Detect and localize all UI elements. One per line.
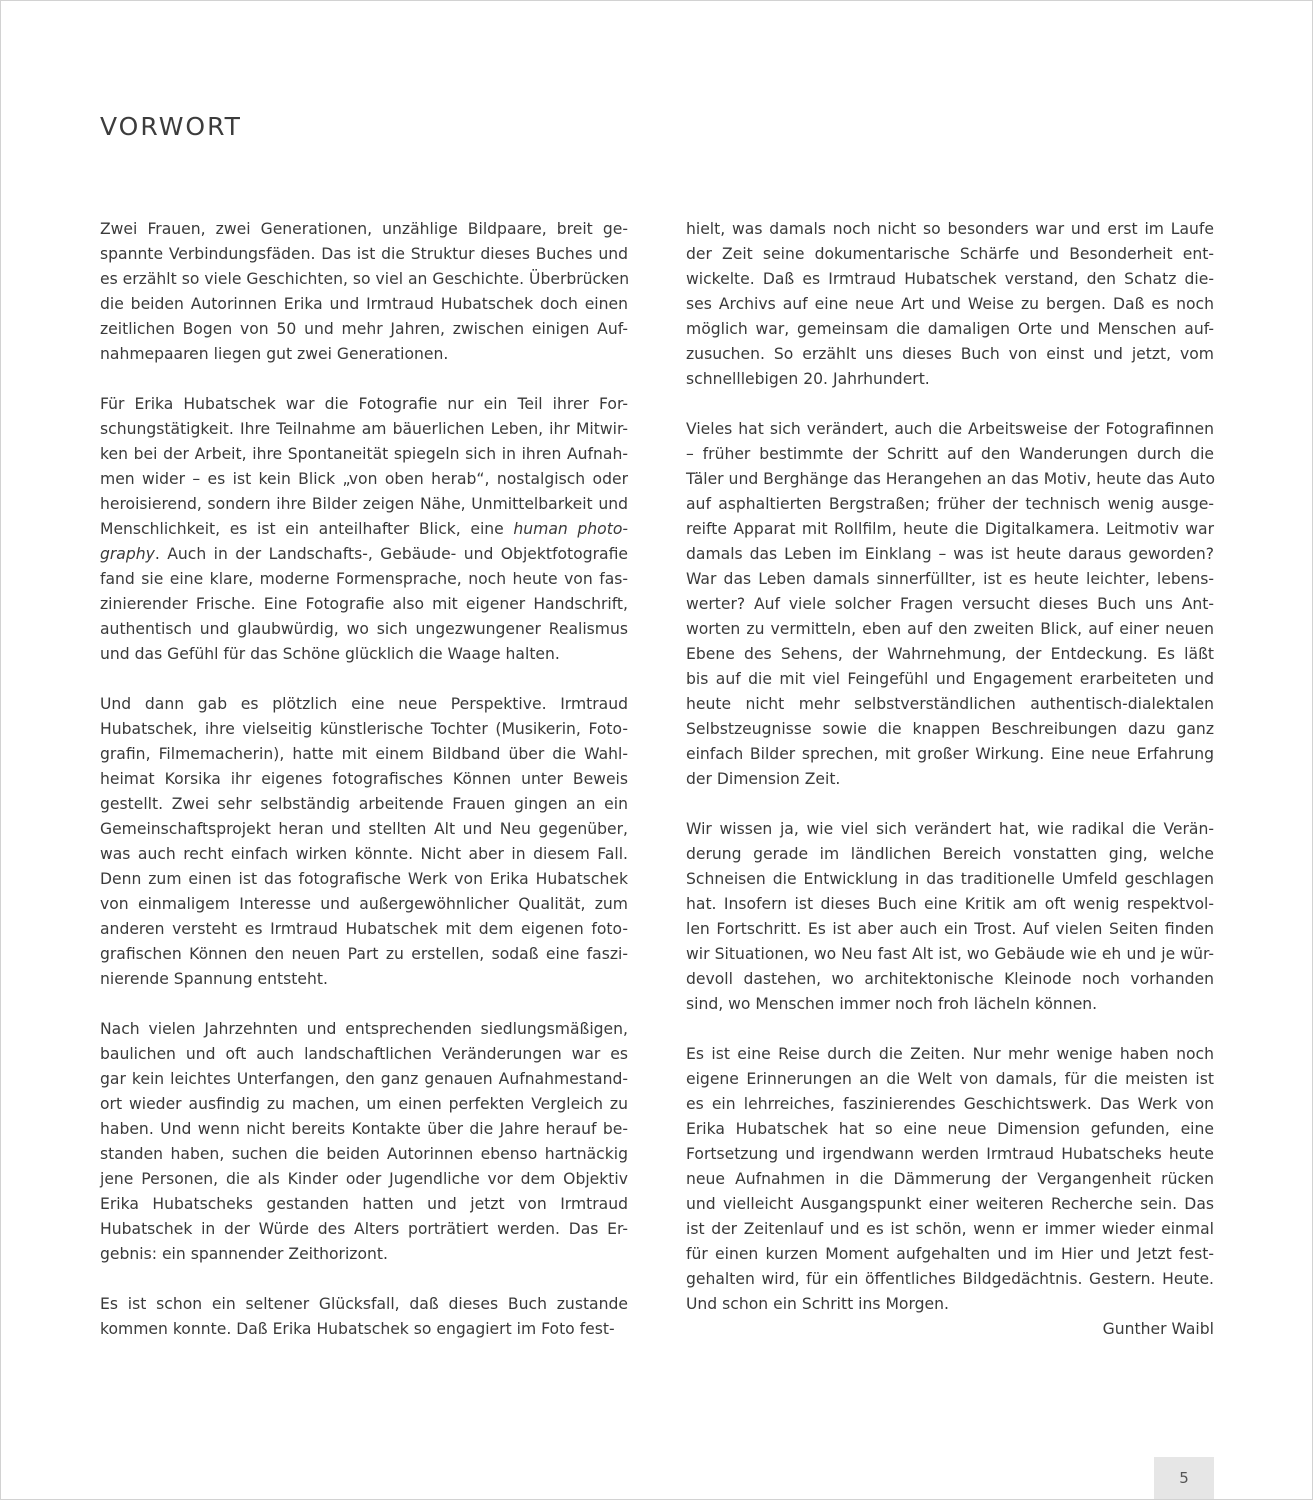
text-line: Und schon ein Schritt ins Morgen. [686, 1295, 949, 1313]
text-line: der Zeit seine dokumentarische Schärfe und Besonderheit ent- [686, 245, 1214, 263]
text-line: hat. Insofern ist dieses Buch eine Kritik am oft wenig respektvol- [686, 895, 1214, 913]
text-line: Täler und Berghänge das Herangehen an das Motiv, heute das Auto [686, 470, 1216, 488]
text-line: worten zu vermitteln, eben auf den zweiten Blick, auf einer neuen [686, 620, 1214, 638]
text-line: Gemeinschaftsprojekt heran und stellten Alt und Neu gegenüber, [100, 820, 628, 838]
text-line: eigene Erinnerungen an die Welt von damals, für die meisten ist [686, 1070, 1214, 1088]
text-line: gar kein leichtes Unterfangen, den ganz genauen Aufnahmestand- [100, 1070, 628, 1088]
page-title: VORWORT [100, 112, 242, 141]
text-line: ort wieder ausfindig zu machen, um einen perfekten Vergleich zu [100, 1095, 628, 1113]
paragraph [100, 1292, 628, 1342]
text-line: was auch recht einfach wirken könnte. Nicht aber in diesem Fall. [100, 845, 628, 863]
text-line: der Dimension Zeit. [686, 770, 841, 788]
text-line: zeitlichen Bogen von 50 und mehr Jahren, zwischen einigen Auf- [100, 320, 628, 338]
text-line: hielt, was damals noch nicht so besonders war und erst im Laufe [686, 220, 1214, 238]
text-line: schungstätigkeit. Ihre Teilnahme am bäuerlichen Leben, ihr Mitwir- [100, 420, 628, 438]
left-column [100, 217, 628, 1367]
text-line: damals das Leben im Einklang – was ist heute daraus geworden? [686, 545, 1214, 563]
text-line: heimat Korsika ihr eigenes fotografisches Können unter Beweis [100, 770, 628, 788]
text-line: Menschlichkeit, es ist ein anteilhafter Blick, eine human photo- [100, 520, 628, 538]
text-line: len Fortschritt. Es ist aber auch ein Trost. Auf vielen Seiten finden [686, 920, 1214, 938]
text-line: schnelllebigen 20. Jahrhundert. [686, 370, 930, 388]
paragraph [100, 1017, 628, 1267]
paragraph [686, 1042, 1214, 1317]
text-line: wickelte. Daß es Irmtraud Hubatschek verstand, den Schatz die- [686, 270, 1214, 288]
text-line: Wir wissen ja, wie viel sich verändert hat, wie radikal die Verän- [686, 820, 1214, 838]
text-line: möglich war, gemeinsam die damaligen Orte und Menschen auf- [686, 320, 1214, 338]
text-line: wir Situationen, wo Neu fast Alt ist, wo Gebäude wie eh und je wür- [686, 945, 1214, 963]
paragraph [100, 392, 628, 667]
text-line: reifte Apparat mit Rollfilm, heute die Digitalkamera. Leitmotiv war [686, 520, 1214, 538]
text-line: von einmaligem Interesse und außergewöhnlicher Qualität, zum [100, 895, 628, 913]
text-line: und vielleicht Ausgangspunkt einer weiteren Recherche sein. Das [686, 1195, 1214, 1213]
text-line: Erika Hubatscheks gestanden hatten und jetzt von Irmtraud [100, 1195, 628, 1213]
text-line: gehalten wird, für ein öffentliches Bildgedächtnis. Gestern. Heute. [686, 1270, 1214, 1288]
text-line: spannte Verbindungsfäden. Das ist die Struktur dieses Buches und [100, 245, 628, 263]
text-line: Schneisen die Entwicklung in das traditionelle Umfeld geschlagen [686, 870, 1214, 888]
text-line: für einen kurzen Moment aufgehalten und im Hier und Jetzt fest- [686, 1245, 1214, 1263]
text-line: baulichen und oft auch landschaftlichen Veränderungen war es [100, 1045, 628, 1063]
text-line: graphy. Auch in der Landschafts-, Gebäude- und Objektfotografie [100, 545, 628, 563]
text-line: auf asphaltierten Bergstraßen; früher der technisch wenig ausge- [686, 495, 1214, 513]
text-line: einfach Bilder sprechen, mit großer Wirkung. Eine neue Erfahrung [686, 745, 1214, 763]
text-line: und das Gefühl für das Schöne glücklich die Waage halten. [100, 645, 560, 663]
text-line: Fortsetzung und irgendwann werden Irmtraud Hubatscheks heute [686, 1145, 1214, 1163]
page-number-box [1154, 1457, 1214, 1499]
text-line: haben. Und wenn nicht bereits Kontakte über die Jahre herauf be- [100, 1120, 628, 1138]
text-line: bis auf die mit viel Feingefühl und Engagement erarbeiteten und [686, 670, 1214, 688]
text-line: ist der Zeitenlauf und es ist schön, wenn er immer wieder einmal [686, 1220, 1214, 1238]
text-line: nahmepaaren liegen gut zwei Generationen. [100, 345, 449, 363]
right-column [686, 217, 1214, 1342]
signature-block [686, 1317, 1214, 1342]
page-number: 5 [1179, 1469, 1189, 1487]
text-line: Für Erika Hubatschek war die Fotografie nur ein Teil ihrer For- [100, 395, 628, 413]
text-line: heroisierend, sondern ihre Bilder zeigen Nähe, Unmittelbarkeit und [100, 495, 628, 513]
text-line: grafin, Filmemacherin), hatte mit einem Bildband über die Wahl- [100, 745, 628, 763]
text-line: jene Personen, die als Kinder oder Jugendliche vor dem Objektiv [100, 1170, 628, 1188]
text-line: gebnis: ein spannender Zeithorizont. [100, 1245, 388, 1263]
text-line: Denn zum einen ist das fotografische Werk von Erika Hubatschek [100, 870, 628, 888]
text-line: kommen konnte. Daß Erika Hubatschek so engagiert im Foto fest- [100, 1320, 615, 1338]
text-line: Es ist schon ein seltener Glücksfall, daß dieses Buch zustande [100, 1295, 628, 1313]
text-line: devoll dastehen, wo architektonische Kleinode noch vorhanden [686, 970, 1214, 988]
text-line: anderen versteht es Irmtraud Hubatschek mit dem eigenen foto- [100, 920, 628, 938]
text-line: men wider – es ist kein Blick „von oben herab“, nostalgisch oder [100, 470, 628, 488]
text-line: neue Aufnahmen in die Dämmerung der Vergangenheit rücken [686, 1170, 1214, 1188]
paragraph [686, 217, 1214, 392]
text-line: derung gerade im ländlichen Bereich vonstatten ging, welche [686, 845, 1214, 863]
text-line: Ebene des Sehens, der Wahrnehmung, der Entdeckung. Es läßt [686, 645, 1214, 663]
text-line: gestellt. Zwei sehr selbständig arbeitende Frauen gingen an ein [100, 795, 628, 813]
text-line: grafischen Können den neuen Part zu erstellen, sodaß eine faszi- [100, 945, 628, 963]
text-line: zinierender Frische. Eine Fotografie also mit eigener Handschrift, [100, 595, 628, 613]
text-line: standen haben, suchen die beiden Autorinnen ebenso hartnäckig [100, 1145, 628, 1163]
text-line: Und dann gab es plötzlich eine neue Perspektive. Irmtraud [100, 695, 628, 713]
paragraph [686, 817, 1214, 1017]
paragraph [100, 217, 628, 367]
text-line: zusuchen. So erzählt uns dieses Buch von einst und jetzt, vom [686, 345, 1214, 363]
text-line: Es ist eine Reise durch die Zeiten. Nur mehr wenige haben noch [686, 1045, 1214, 1063]
author-signature: Gunther Waibl [1102, 1320, 1214, 1338]
text-line: nierende Spannung entsteht. [100, 970, 328, 988]
paragraph [100, 692, 628, 992]
text-line: Selbstzeugnisse sowie die knappen Beschreibungen dazu ganz [686, 720, 1214, 738]
text-line: die beiden Autorinnen Erika und Irmtraud Hubatschek doch einen [100, 295, 628, 313]
text-line: ken bei der Arbeit, ihre Spontaneität spiegeln sich in ihren Aufnah- [100, 445, 628, 463]
text-line: Zwei Frauen, zwei Generationen, unzählige Bildpaare, breit ge- [100, 220, 628, 238]
text-line: War das Leben damals sinnerfüllter, ist es heute leichter, lebens- [686, 570, 1214, 588]
paragraph [686, 417, 1214, 792]
text-line: Hubatschek, ihre vielseitig künstlerische Tochter (Musikerin, Foto- [100, 720, 628, 738]
text-line: es erzählt so viele Geschichten, so viel an Geschichte. Überbrücken [100, 270, 630, 288]
text-line: Erika Hubatschek hat so eine neue Dimension gefunden, eine [686, 1120, 1214, 1138]
text-line: werter? Auf viele solcher Fragen versucht dieses Buch uns Ant- [686, 595, 1214, 613]
text-line: es ein lehrreiches, faszinierendes Geschichtswerk. Das Werk von [686, 1095, 1214, 1113]
text-line: heute nicht mehr selbstverständlichen authentisch-dialektalen [686, 695, 1214, 713]
text-line: – früher bestimmte der Schritt auf den Wanderungen durch die [686, 445, 1214, 463]
text-line: sind, wo Menschen immer noch froh lächeln können. [686, 995, 1098, 1013]
text-line: Vieles hat sich verändert, auch die Arbeitsweise der Fotografinnen [686, 420, 1214, 438]
text-line: fand sie eine klare, moderne Formensprache, noch heute von fas- [100, 570, 628, 588]
text-line: authentisch und glaubwürdig, wo sich ungezwungener Realismus [100, 620, 628, 638]
text-line: Hubatschek in der Würde des Alters porträtiert werden. Das Er- [100, 1220, 628, 1238]
text-line: Nach vielen Jahrzehnten und entsprechenden siedlungsmäßigen, [100, 1020, 628, 1038]
text-line: ses Archivs auf eine neue Art und Weise zu bergen. Daß es noch [686, 295, 1214, 313]
